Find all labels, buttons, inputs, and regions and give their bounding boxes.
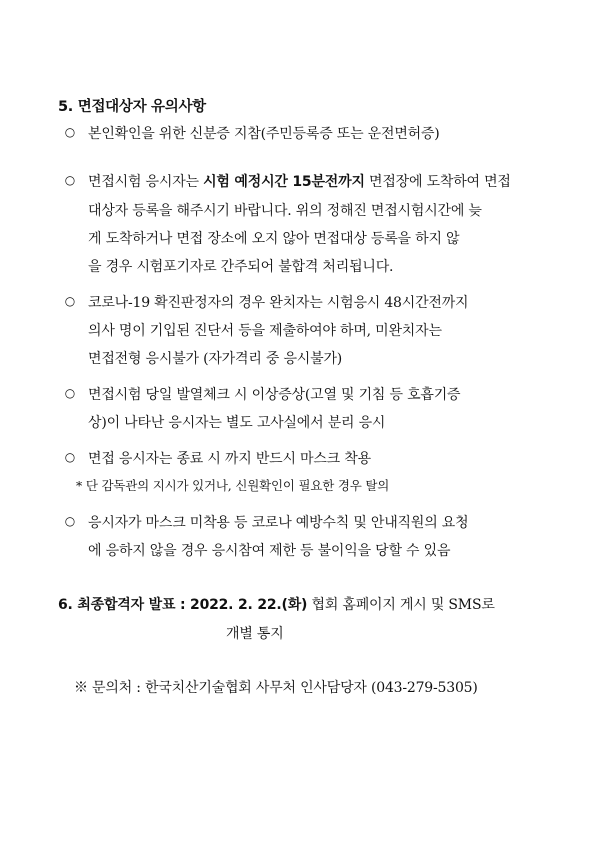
item-6-line-1: 응시자가 마스크 미착용 등 코로나 예방수칙 및 안내직원의 요청 (88, 515, 469, 531)
item-4-bullet: ○ (64, 386, 76, 400)
item-3-line-3: 면접전형 응시불가 (자가격리 중 응시불가) (88, 351, 343, 367)
item-3-line-2: 의사 명이 기입된 진단서 등을 제출하여야 하며, 미완치자는 (88, 323, 442, 339)
section-5-heading: 5. 면접대상자 유의사항 (58, 99, 206, 115)
item-6-line-2: 에 응하지 않을 경우 응시참여 제한 등 불이익을 당할 수 있음 (88, 543, 451, 559)
item-4-line-2: 상)이 나타난 응시자는 별도 고사실에서 분리 응시 (88, 415, 386, 431)
contact-info: ※ 문의처 : 한국치산기술협회 사무처 인사담당자 (043-279-5305) (74, 680, 478, 696)
item-4-line-1: 면접시험 당일 발열체크 시 이상증상(고열 및 기침 등 호흡기증 (88, 387, 461, 403)
section-6-line-2: 개별 통지 (226, 626, 284, 642)
item-2-line-4: 을 경우 시험포기자로 간주되어 불합격 처리됩니다. (88, 259, 394, 275)
item-2-line-1: 면접시험 응시자는 시험 예정시간 15분전까지 면접장에 도착하여 면접 (88, 174, 511, 190)
item-1-bullet: ○ (64, 125, 76, 139)
item-5-line-1: 면접 응시자는 종료 시 까지 반드시 마스크 착용 (88, 451, 371, 467)
exam-time-emphasis: 시험 예정시간 15분전까지 (203, 174, 365, 190)
item-6-bullet: ○ (64, 514, 76, 528)
item-2-bullet: ○ (64, 173, 76, 187)
item-1-line-1: 본인확인을 위한 신분증 지참(주민등록증 또는 운전면허증) (88, 126, 440, 142)
item-3-bullet: ○ (64, 294, 76, 308)
item-5-note: * 단 감독관의 지시가 있거나, 신원확인이 필요한 경우 탈의 (76, 478, 390, 493)
item-2-line-2: 대상자 등록을 해주시기 바랍니다. 위의 정해진 면접시험시간에 늦 (88, 203, 482, 219)
announcement-date: 6. 최종합격자 발표 : 2022. 2. 22.(화) (58, 597, 308, 613)
item-3-line-1: 코로나-19 확진판정자의 경우 완치자는 시험응시 48시간전까지 (88, 295, 469, 311)
item-5-bullet: ○ (64, 450, 76, 464)
section-6-heading: 6. 최종합격자 발표 : 2022. 2. 22.(화) 협회 홈페이지 게시 및 SMS로 (58, 597, 495, 613)
item-2-line-3: 게 도착하거나 면접 장소에 오지 않아 면접대상 등록을 하지 않 (88, 231, 460, 247)
